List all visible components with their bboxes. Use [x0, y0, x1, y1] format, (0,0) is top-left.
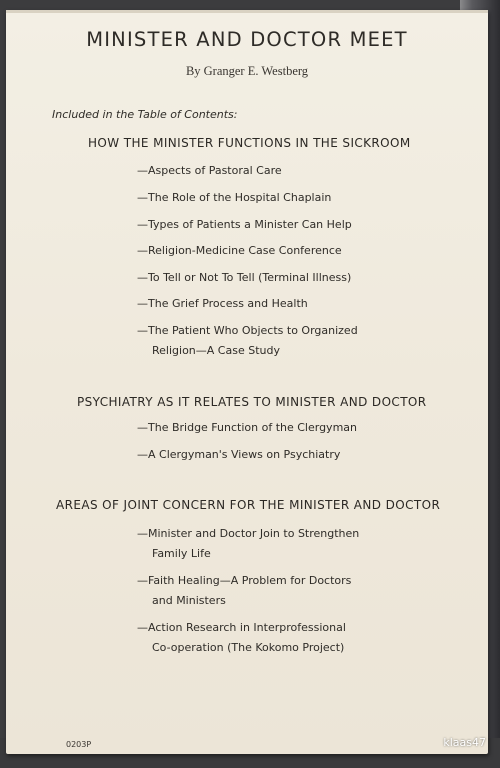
toc-item-text: —Aspects of Pastoral Care	[137, 164, 282, 177]
toc-item-continuation: Religion—A Case Study	[152, 344, 280, 357]
toc-item-text: —Action Research in Interprofessional	[137, 621, 346, 634]
section-heading-sickroom: HOW THE MINISTER FUNCTIONS IN THE SICKROOM	[88, 136, 411, 150]
toc-item	[137, 268, 351, 288]
toc-item-continuation: Co-operation (The Kokomo Project)	[152, 641, 345, 654]
toc-intro: Included in the Table of Contents:	[52, 108, 238, 121]
toc-item-text: —The Grief Process and Health	[137, 297, 308, 310]
section-heading-psychiatry: PSYCHIATRY AS IT RELATES TO MINISTER AND DOCTOR	[77, 395, 427, 409]
section-heading-joint-concern: AREAS OF JOINT CONCERN FOR THE MINISTER AND DOCTOR	[56, 498, 441, 512]
toc-item-text: —To Tell or Not To Tell (Terminal Illness)	[137, 271, 352, 284]
toc-item	[137, 188, 331, 208]
toc-item	[137, 524, 359, 564]
toc-item	[137, 241, 342, 261]
toc-item	[137, 215, 352, 235]
toc-item-continuation: Family Life	[152, 547, 211, 560]
photographer-watermark: klaas47	[443, 736, 486, 749]
toc-item-text: —The Role of the Hospital Chaplain	[137, 191, 332, 204]
toc-item	[137, 618, 346, 658]
toc-item	[137, 571, 351, 611]
toc-item-text: —The Patient Who Objects to Organized	[137, 324, 358, 337]
toc-item-text: —Religion-Medicine Case Conference	[137, 244, 342, 257]
toc-item-text: —Types of Patients a Minister Can Help	[137, 218, 352, 231]
book-author: By Granger E. Westberg	[185, 64, 309, 78]
toc-item-text: —Faith Healing—A Problem for Doctors	[137, 574, 352, 587]
toc-item-text: —A Clergyman's Views on Psychiatry	[137, 448, 341, 461]
toc-item	[137, 445, 340, 465]
toc-item	[137, 161, 282, 181]
toc-item	[137, 294, 308, 314]
toc-item-text: —The Bridge Function of the Clergyman	[137, 421, 357, 434]
toc-item-text: —Minister and Doctor Join to Strengthen	[137, 527, 360, 540]
toc-item	[137, 418, 357, 438]
toc-item-continuation: and Ministers	[152, 594, 226, 607]
book-title: MINISTER AND DOCTOR MEET	[86, 28, 408, 51]
toc-item	[137, 321, 358, 361]
book-jacket-back	[6, 10, 488, 754]
catalog-code: 0203P	[66, 740, 92, 749]
